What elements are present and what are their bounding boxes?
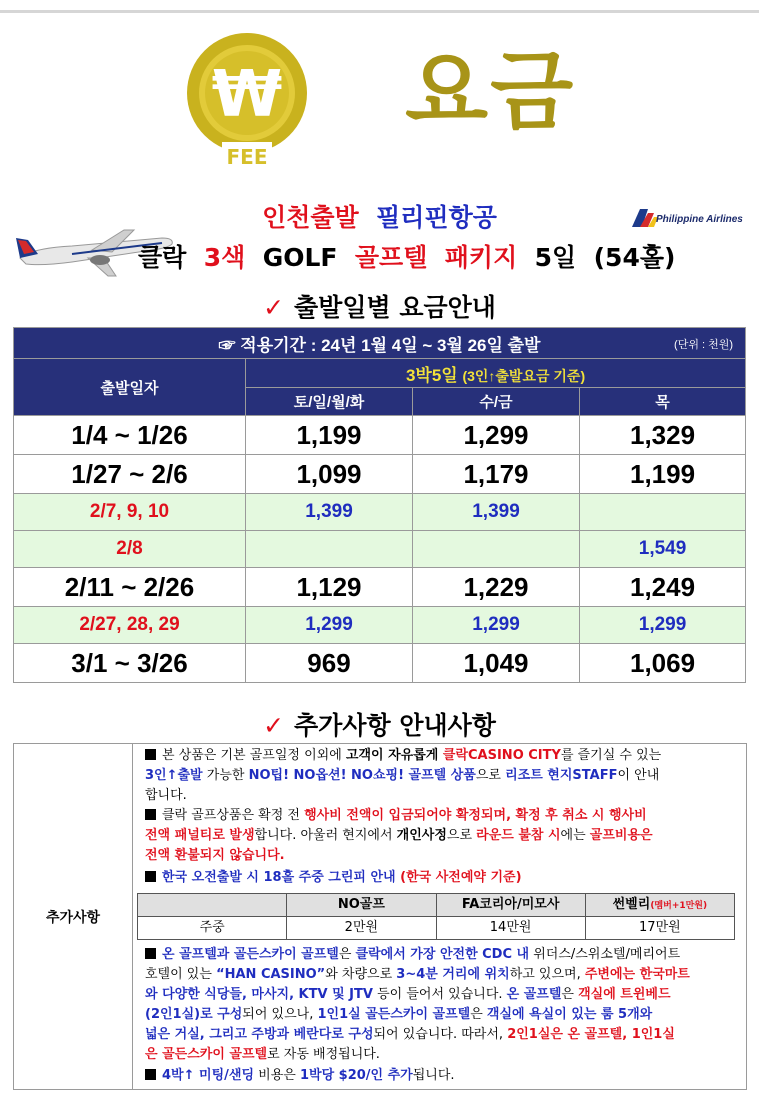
fee-header-empty xyxy=(138,894,287,917)
section-notes-title xyxy=(0,706,759,742)
coin-label: FEE xyxy=(226,145,268,169)
departure-text: 인천출발 xyxy=(262,203,359,232)
fee-value: 14만원 xyxy=(436,917,585,940)
row-price: 1,049 xyxy=(413,644,580,683)
row-date: 1/4 ~ 1/26 xyxy=(14,416,246,455)
package-golf: GOLF xyxy=(262,243,338,272)
note-paragraph-2: 클락 골프상품은 확정 전 행사비 전액이 입금되어야 확정되며, 확정 후 취소 시 행사비 전액 패널티로 발생합니다. 아울러 현지에서 개인사정으로 라운드 불참 시에는 골프비용은 전액 환불되지 않습니다. xyxy=(145,808,653,863)
row-date: 2/27, 28, 29 xyxy=(14,607,246,644)
table-row xyxy=(14,416,746,455)
top-divider xyxy=(0,10,759,13)
row-price: 1,249 xyxy=(580,568,746,607)
header-row xyxy=(14,359,746,388)
package-golftel: 골프텔 xyxy=(354,243,428,272)
bullet-icon xyxy=(145,809,156,820)
col-date-header: 출발일자 xyxy=(14,359,246,416)
row-price: 1,199 xyxy=(580,455,746,494)
plan-note: (3인↑출발요금 기준) xyxy=(462,367,586,384)
unit-text: (단위 : 천원) xyxy=(674,339,734,351)
check-icon: ✓ xyxy=(263,293,285,322)
subcol-weekend: 토/일/월/화 xyxy=(246,388,413,416)
row-price: 1,069 xyxy=(580,644,746,683)
row-price: 969 xyxy=(246,644,413,683)
note-paragraph-4: 온 골프텔과 골든스카이 골프텔은 클락에서 가장 안전한 CDC 내 위더스/스위소텔/메리어트 호텔이 있는 “HAN CASINO”와 차량으로 3~4분 거리에 위치하고 있으며, 주변에는 한국마트 와 다양한 식당들, 마사지, KTV 및 JTV 등이 들어서 있습니다. 온 골프텔은 객실에 트윈베드 (2인1실)로 구성되어 있으나, 1인1실 골든스카이 골프텔은 객실에 욕실이 있는 룸 5개와 넓은 거실, 그리고 주방과 베란다로 구성되어 있습니다. 따라서, 2인1실은 온 골프텔, 1인1실 은 골든스카이 골프텔로 자동 배정됩니다. xyxy=(145,947,690,1062)
fee-row-label: 주중 xyxy=(138,917,287,940)
bullet-icon xyxy=(145,871,156,882)
period-text: ☞ 적용기간 : 24년 1월 4일 ~ 3월 26일 출발 xyxy=(218,335,541,355)
package-line-2 xyxy=(138,238,675,274)
package-type: 패키지 xyxy=(444,243,518,272)
row-price: 1,399 xyxy=(246,494,413,531)
notes-body xyxy=(133,744,746,1089)
section-price-text: 출발일별 요금안내 xyxy=(294,293,496,322)
period-row xyxy=(14,328,746,359)
row-price: 1,099 xyxy=(246,455,413,494)
coin-symbol: ₩ xyxy=(211,58,283,132)
row-price: 1,299 xyxy=(413,416,580,455)
green-fee-table xyxy=(137,893,735,940)
bullet-icon xyxy=(145,948,156,959)
won-coin-icon xyxy=(182,30,312,170)
row-price: 1,329 xyxy=(580,416,746,455)
row-price xyxy=(246,531,413,568)
row-price: 1,199 xyxy=(246,416,413,455)
package-days: 5일 xyxy=(534,243,577,272)
section-notes-text: 추가사항 안내사항 xyxy=(294,711,496,740)
page-title: 요금 xyxy=(405,42,576,142)
fee-value: 2만원 xyxy=(287,917,436,940)
notes-box xyxy=(13,743,747,1090)
package-count: 3색 xyxy=(203,243,246,272)
check-icon: ✓ xyxy=(263,711,285,740)
airline-name: Philippine Airlines xyxy=(656,214,743,225)
package-line-1 xyxy=(0,198,759,234)
row-price: 1,179 xyxy=(413,455,580,494)
row-price: 1,299 xyxy=(246,607,413,644)
row-price: 1,399 xyxy=(413,494,580,531)
plan-label: 3박5일 xyxy=(405,365,458,385)
fee-header-fa-korea: FA코리아/미모사 xyxy=(436,894,585,917)
row-price xyxy=(413,531,580,568)
fee-header-no-golf: NO골프 xyxy=(287,894,436,917)
package-holes: (54홀) xyxy=(593,243,676,272)
package-city: 클락 xyxy=(138,243,187,272)
row-date: 2/11 ~ 2/26 xyxy=(14,568,246,607)
row-date: 3/1 ~ 3/26 xyxy=(14,644,246,683)
row-price: 1,229 xyxy=(413,568,580,607)
table-row xyxy=(14,644,746,683)
row-price: 1,299 xyxy=(580,607,746,644)
row-price xyxy=(580,494,746,531)
table-row xyxy=(14,607,746,644)
bullet-icon xyxy=(145,749,156,760)
note-paragraph-1: 본 상품은 기본 골프일정 이외에 고객이 자유롭게 클락CASINO CITY를 즐기실 수 있는 3인↑출발 가능한 NO팁! NO옵션! NO쇼핑! 골프텔 상품으로 리조트 현지STAFF이 안내 합니다. xyxy=(145,748,662,803)
bullet-icon xyxy=(145,1069,156,1080)
green-fee-header xyxy=(138,894,735,917)
table-row xyxy=(14,531,746,568)
row-price: 1,299 xyxy=(413,607,580,644)
airline-text: 필리핀항공 xyxy=(376,203,497,232)
note-paragraph-3: 한국 오전출발 시 18홀 주중 그린피 안내 (한국 사전예약 기준) xyxy=(145,868,735,888)
row-date: 2/8 xyxy=(14,531,246,568)
section-price-title xyxy=(0,288,759,324)
subcol-wed-fri: 수/금 xyxy=(413,388,580,416)
fee-header-sunvalley: 썬벨리(멤버+1만원) xyxy=(585,894,734,917)
notes-label: 추가사항 xyxy=(14,744,133,1089)
table-row xyxy=(14,455,746,494)
note-paragraph-5: 4박↑ 미팅/샌딩 비용은 1박당 $20/인 추가됩니다. xyxy=(145,1066,735,1086)
green-fee-row xyxy=(138,917,735,940)
row-date: 1/27 ~ 2/6 xyxy=(14,455,246,494)
plan-header xyxy=(246,359,746,388)
table-row xyxy=(14,568,746,607)
fee-value: 17만원 xyxy=(585,917,734,940)
subcol-thu: 목 xyxy=(580,388,746,416)
row-price: 1,129 xyxy=(246,568,413,607)
row-date: 2/7, 9, 10 xyxy=(14,494,246,531)
price-table xyxy=(13,327,746,683)
table-row xyxy=(14,494,746,531)
row-price: 1,549 xyxy=(580,531,746,568)
